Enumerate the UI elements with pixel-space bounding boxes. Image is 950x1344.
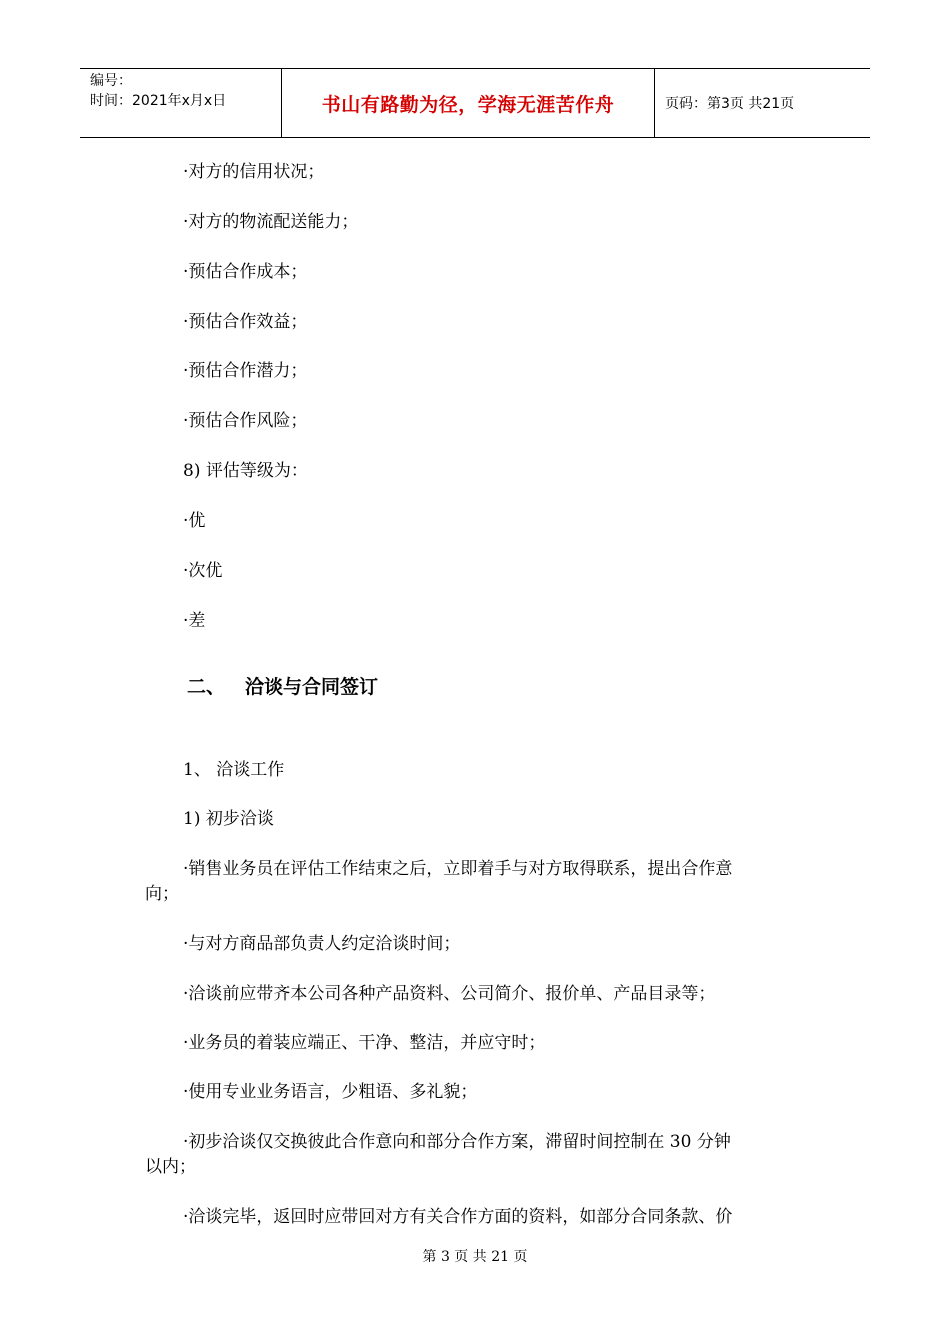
paragraph-line: ·使用专业业务语言，少粗语、多礼貌； — [183, 1082, 478, 1102]
paragraph-line: ·业务员的着装应端正、干净、整洁，并应守时； — [183, 1033, 546, 1053]
sub-item: 1) 初步洽谈 — [183, 809, 274, 829]
paragraph-line: ·初步洽谈仅交换彼此合作意向和部分合作方案，滞留时间控制在 30 分钟 — [183, 1132, 731, 1152]
section-number: 二、 — [187, 676, 226, 698]
page-footer: 第 3 页 共 21 页 — [422, 1249, 528, 1265]
page-header — [80, 68, 870, 138]
section-title: 洽谈与合同签订 — [245, 676, 379, 698]
bullet-line: ·优 — [183, 511, 206, 531]
header-right-cell — [655, 69, 870, 137]
bullet-line: ·预估合作成本； — [183, 262, 308, 282]
numbered-item: 8) 评估等级为： — [183, 461, 308, 481]
header-motto: 书山有路勤为径，学海无涯苦作舟 — [321, 93, 615, 116]
bullet-line: ·预估合作风险； — [183, 411, 308, 431]
paragraph-line: ·与对方商品部负责人约定洽谈时间； — [183, 934, 461, 954]
paragraph-continuation: 以内； — [145, 1157, 196, 1177]
bullet-line: ·对方的物流配送能力； — [183, 212, 359, 232]
bullet-line: ·次优 — [183, 561, 223, 581]
section-heading — [187, 672, 378, 699]
bullet-line: ·差 — [183, 611, 206, 631]
sub-heading: 1、 洽谈工作 — [183, 760, 285, 780]
paragraph-continuation: 向； — [145, 884, 179, 904]
time-label: 时间：2021年x月x日 — [90, 93, 227, 109]
bullet-line: ·对方的信用状况； — [183, 162, 325, 182]
number-label: 编号： — [90, 73, 132, 89]
paragraph-line: ·洽谈完毕，返回时应带回对方有关合作方面的资料，如部分合同条款、价 — [183, 1207, 733, 1227]
header-left-cell — [80, 69, 282, 137]
paragraph-line: ·销售业务员在评估工作结束之后，立即着手与对方取得联系，提出合作意 — [183, 859, 733, 879]
bullet-line: ·预估合作潜力； — [183, 361, 308, 381]
header-middle-cell — [282, 69, 655, 137]
bullet-line: ·预估合作效益； — [183, 312, 308, 332]
header-page-info: 页码：第3页 共21页 — [665, 96, 795, 112]
paragraph-line: ·洽谈前应带齐本公司各种产品资料、公司简介、报价单、产品目录等； — [183, 984, 716, 1004]
